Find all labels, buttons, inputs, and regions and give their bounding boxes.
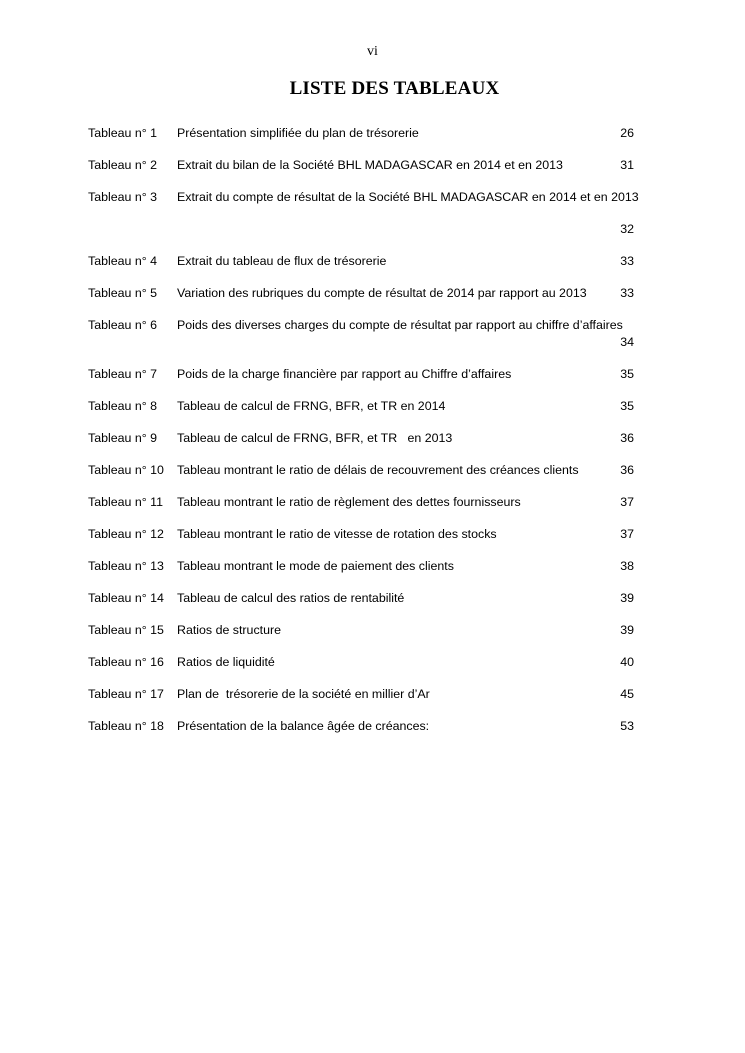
entry-page: 32 [620, 222, 634, 236]
entry-page: 36 [620, 463, 634, 477]
entry-title: Extrait du compte de résultat de la Société BHL MADAGASCAR en 2014 et en 2013 [177, 190, 639, 204]
entry-label: Tableau n° 11 [88, 495, 163, 509]
list-item [88, 285, 648, 302]
entry-page: 33 [620, 286, 634, 300]
list-item [88, 253, 648, 270]
entry-label: Tableau n° 12 [88, 527, 164, 541]
entry-page: 53 [620, 719, 634, 733]
entry-page: 39 [620, 591, 634, 605]
entry-page: 34 [620, 335, 634, 349]
entry-title: Présentation de la balance âgée de créances: [177, 719, 430, 733]
entry-label: Tableau n° 6 [88, 318, 158, 332]
list-item [88, 718, 648, 735]
entry-page: 33 [620, 254, 634, 268]
entry-label: Tableau n° 4 [88, 254, 158, 268]
entry-title: Variation des rubriques du compte de résultat de 2014 par rapport au 2013 [177, 286, 587, 300]
entry-page: 40 [620, 655, 634, 669]
page-title: LISTE DES TABLEAUX [289, 78, 500, 99]
entry-title: Tableau montrant le ratio de délais de recouvrement des créances clients [177, 463, 579, 477]
entry-label: Tableau n° 1 [88, 126, 158, 140]
entry-title: Tableau de calcul de FRNG, BFR, et TR en 2014 [177, 399, 446, 413]
entry-label: Tableau n° 17 [88, 687, 164, 701]
list-item [88, 590, 648, 607]
entry-label: Tableau n° 8 [88, 399, 158, 413]
list-item [88, 125, 648, 142]
list-item [88, 654, 648, 671]
entry-page: 38 [620, 559, 634, 573]
list-item [88, 558, 648, 575]
entry-title: Ratios de liquidité [177, 655, 275, 669]
entry-page: 26 [620, 126, 634, 140]
list-item [88, 398, 648, 415]
entry-label: Tableau n° 10 [88, 463, 164, 477]
entry-title: Poids des diverses charges du compte de résultat par rapport au chiffre d’affaires [177, 318, 623, 332]
list-item [88, 622, 648, 639]
entry-title: Plan de trésorerie de la société en millier d’Ar [177, 687, 430, 701]
entry-title: Tableau de calcul des ratios de rentabilité [177, 591, 405, 605]
table-of-tables [88, 125, 648, 750]
entry-title: Tableau de calcul de FRNG, BFR, et TR en 2013 [177, 431, 453, 445]
list-item [88, 189, 648, 238]
entry-page: 36 [620, 431, 634, 445]
entry-title: Tableau montrant le mode de paiement des clients [177, 559, 454, 573]
entry-title: Présentation simplifiée du plan de trésorerie [177, 126, 419, 140]
entry-title: Tableau montrant le ratio de règlement des dettes fournisseurs [177, 495, 521, 509]
entry-title: Extrait du tableau de flux de trésorerie [177, 254, 387, 268]
entry-label: Tableau n° 3 [88, 190, 158, 204]
list-item [88, 494, 648, 511]
list-item [88, 157, 648, 174]
entry-label: Tableau n° 15 [88, 623, 164, 637]
entry-page: 45 [620, 687, 634, 701]
entry-label: Tableau n° 5 [88, 286, 158, 300]
entry-page: 35 [620, 367, 634, 381]
entry-page: 35 [620, 399, 634, 413]
entry-label: Tableau n° 16 [88, 655, 164, 669]
entry-label: Tableau n° 18 [88, 719, 164, 733]
list-item [88, 430, 648, 447]
list-item [88, 462, 648, 479]
entry-page: 39 [620, 623, 634, 637]
entry-label: Tableau n° 2 [88, 158, 158, 172]
entry-title: Poids de la charge financière par rapport au Chiffre d’affaires [177, 367, 512, 381]
entry-title: Extrait du bilan de la Société BHL MADAGASCAR en 2014 et en 2013 [177, 158, 563, 172]
entry-page: 31 [620, 158, 634, 172]
entry-title: Ratios de structure [177, 623, 281, 637]
list-item [88, 526, 648, 543]
entry-label: Tableau n° 9 [88, 431, 158, 445]
entry-label: Tableau n° 13 [88, 559, 164, 573]
entry-title: Tableau montrant le ratio de vitesse de rotation des stocks [177, 527, 497, 541]
entry-label: Tableau n° 7 [88, 367, 158, 381]
list-item [88, 317, 648, 351]
page-number: vi [367, 44, 378, 59]
list-item [88, 686, 648, 703]
list-item [88, 366, 648, 383]
entry-page: 37 [620, 495, 634, 509]
entry-label: Tableau n° 14 [88, 591, 164, 605]
entry-page: 37 [620, 527, 634, 541]
